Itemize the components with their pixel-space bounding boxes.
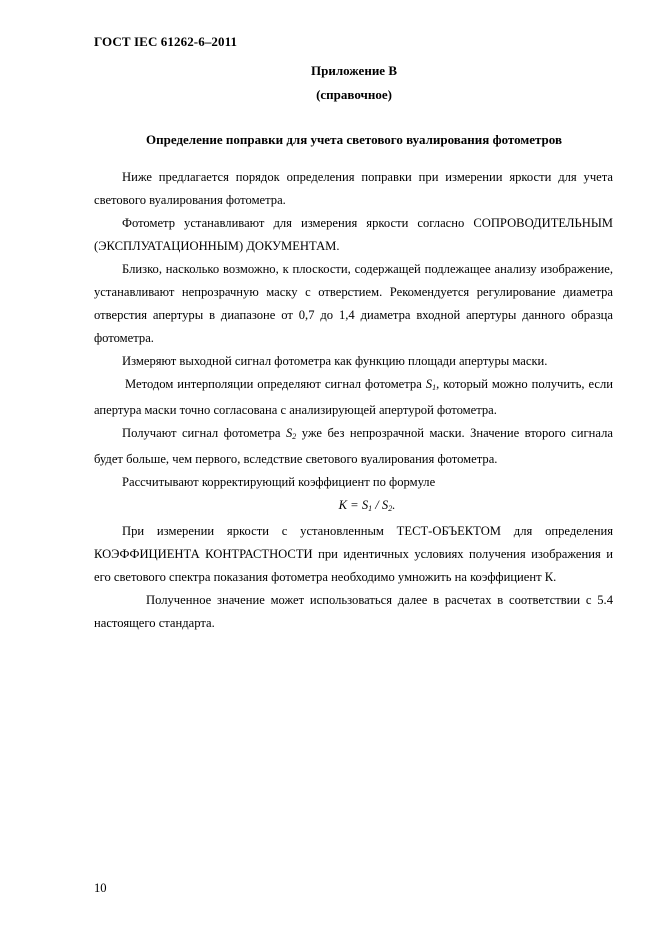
paragraph-3: Близко, насколько возможно, к плоскости, содержащей подлежащее анализу изображение, устанавливают непрозрачную маску с отверстием. Рекомендуется регулирование диаметра отверстия апертуры в диапазоне от 0,7 до 1,4 диаметра входной апертуры данного образца фотометра. — [94, 262, 613, 345]
formula-s2: S — [381, 498, 389, 512]
paragraph-4: Измеряют выходной сигнал фотометра как функцию площади апертуры маски. — [122, 354, 548, 368]
appendix-title: Приложение В — [311, 63, 397, 78]
paragraph-5-text-before: Методом интерполяции определяют сигнал фотометра — [125, 377, 426, 391]
paragraph-2: Фотометр устанавливают для измерения яркости согласно СОПРОВОДИТЕЛЬНЫМ (ЭКСПЛУАТАЦИОННЫМ) ДОКУМЕНТАМ. — [94, 216, 613, 253]
paragraph-8: При измерении яркости с установленным ТЕСТ-ОБЪЕКТОМ для определения КОЭФФИЦИЕНТА КОНТРАСТНОСТИ при идентичных условиях получения изображения и его светового спектра показания фотометра необходимо умножить на коэффициент К. — [94, 524, 613, 584]
formula-s2-subscript: 2 — [388, 504, 393, 513]
page-number: 10 — [94, 881, 107, 895]
document-body — [94, 166, 613, 635]
symbol-s1-subscript: 1 — [432, 383, 437, 392]
paragraph-5-text-after: , который можно получить, если апертура маски точно согласована с анализирующей апертурой фотометра. — [94, 377, 613, 417]
symbol-s2-letter: S — [285, 426, 293, 440]
paragraph-7: Рассчитывают корректирующий коэффициент по формуле — [122, 475, 436, 489]
formula-divide: / — [372, 498, 382, 512]
standard-designation: ГОСТ IEC 61262-6–2011 — [94, 34, 238, 49]
paragraph-6-text-before: Получают сигнал фотометра — [122, 426, 286, 440]
formula-lhs: K — [338, 498, 348, 512]
paragraph-1: Ниже предлагается порядок определения поправки при измерении яркости для учета светового вуалирования фотометра. — [94, 170, 613, 207]
symbol-s2-subscript: 2 — [292, 432, 297, 441]
formula-end: . — [392, 498, 396, 512]
paragraph-9: Полученное значение может использоваться далее в расчетах в соответствии с 5.4 настоящего стандарта. — [94, 593, 613, 630]
formula — [94, 494, 613, 520]
symbol-s1 — [426, 377, 436, 391]
formula-equals: = — [347, 498, 362, 512]
symbol-s2 — [286, 426, 296, 440]
paragraph-5 — [94, 373, 613, 422]
formula-s1-subscript: 1 — [368, 504, 373, 513]
formula-s1: S — [361, 498, 369, 512]
symbol-s1-letter: S — [425, 377, 433, 391]
paragraph-6 — [94, 422, 613, 471]
appendix-type: (справочное) — [316, 87, 392, 102]
section-title: Определение поправки для учета светового вуалирования фотометров — [146, 132, 562, 147]
paragraph-6-text-after: уже без непрозрачной маски. Значение второго сигнала будет больше, чем первого, вследствие светового вуалирования фотометра. — [94, 426, 613, 466]
